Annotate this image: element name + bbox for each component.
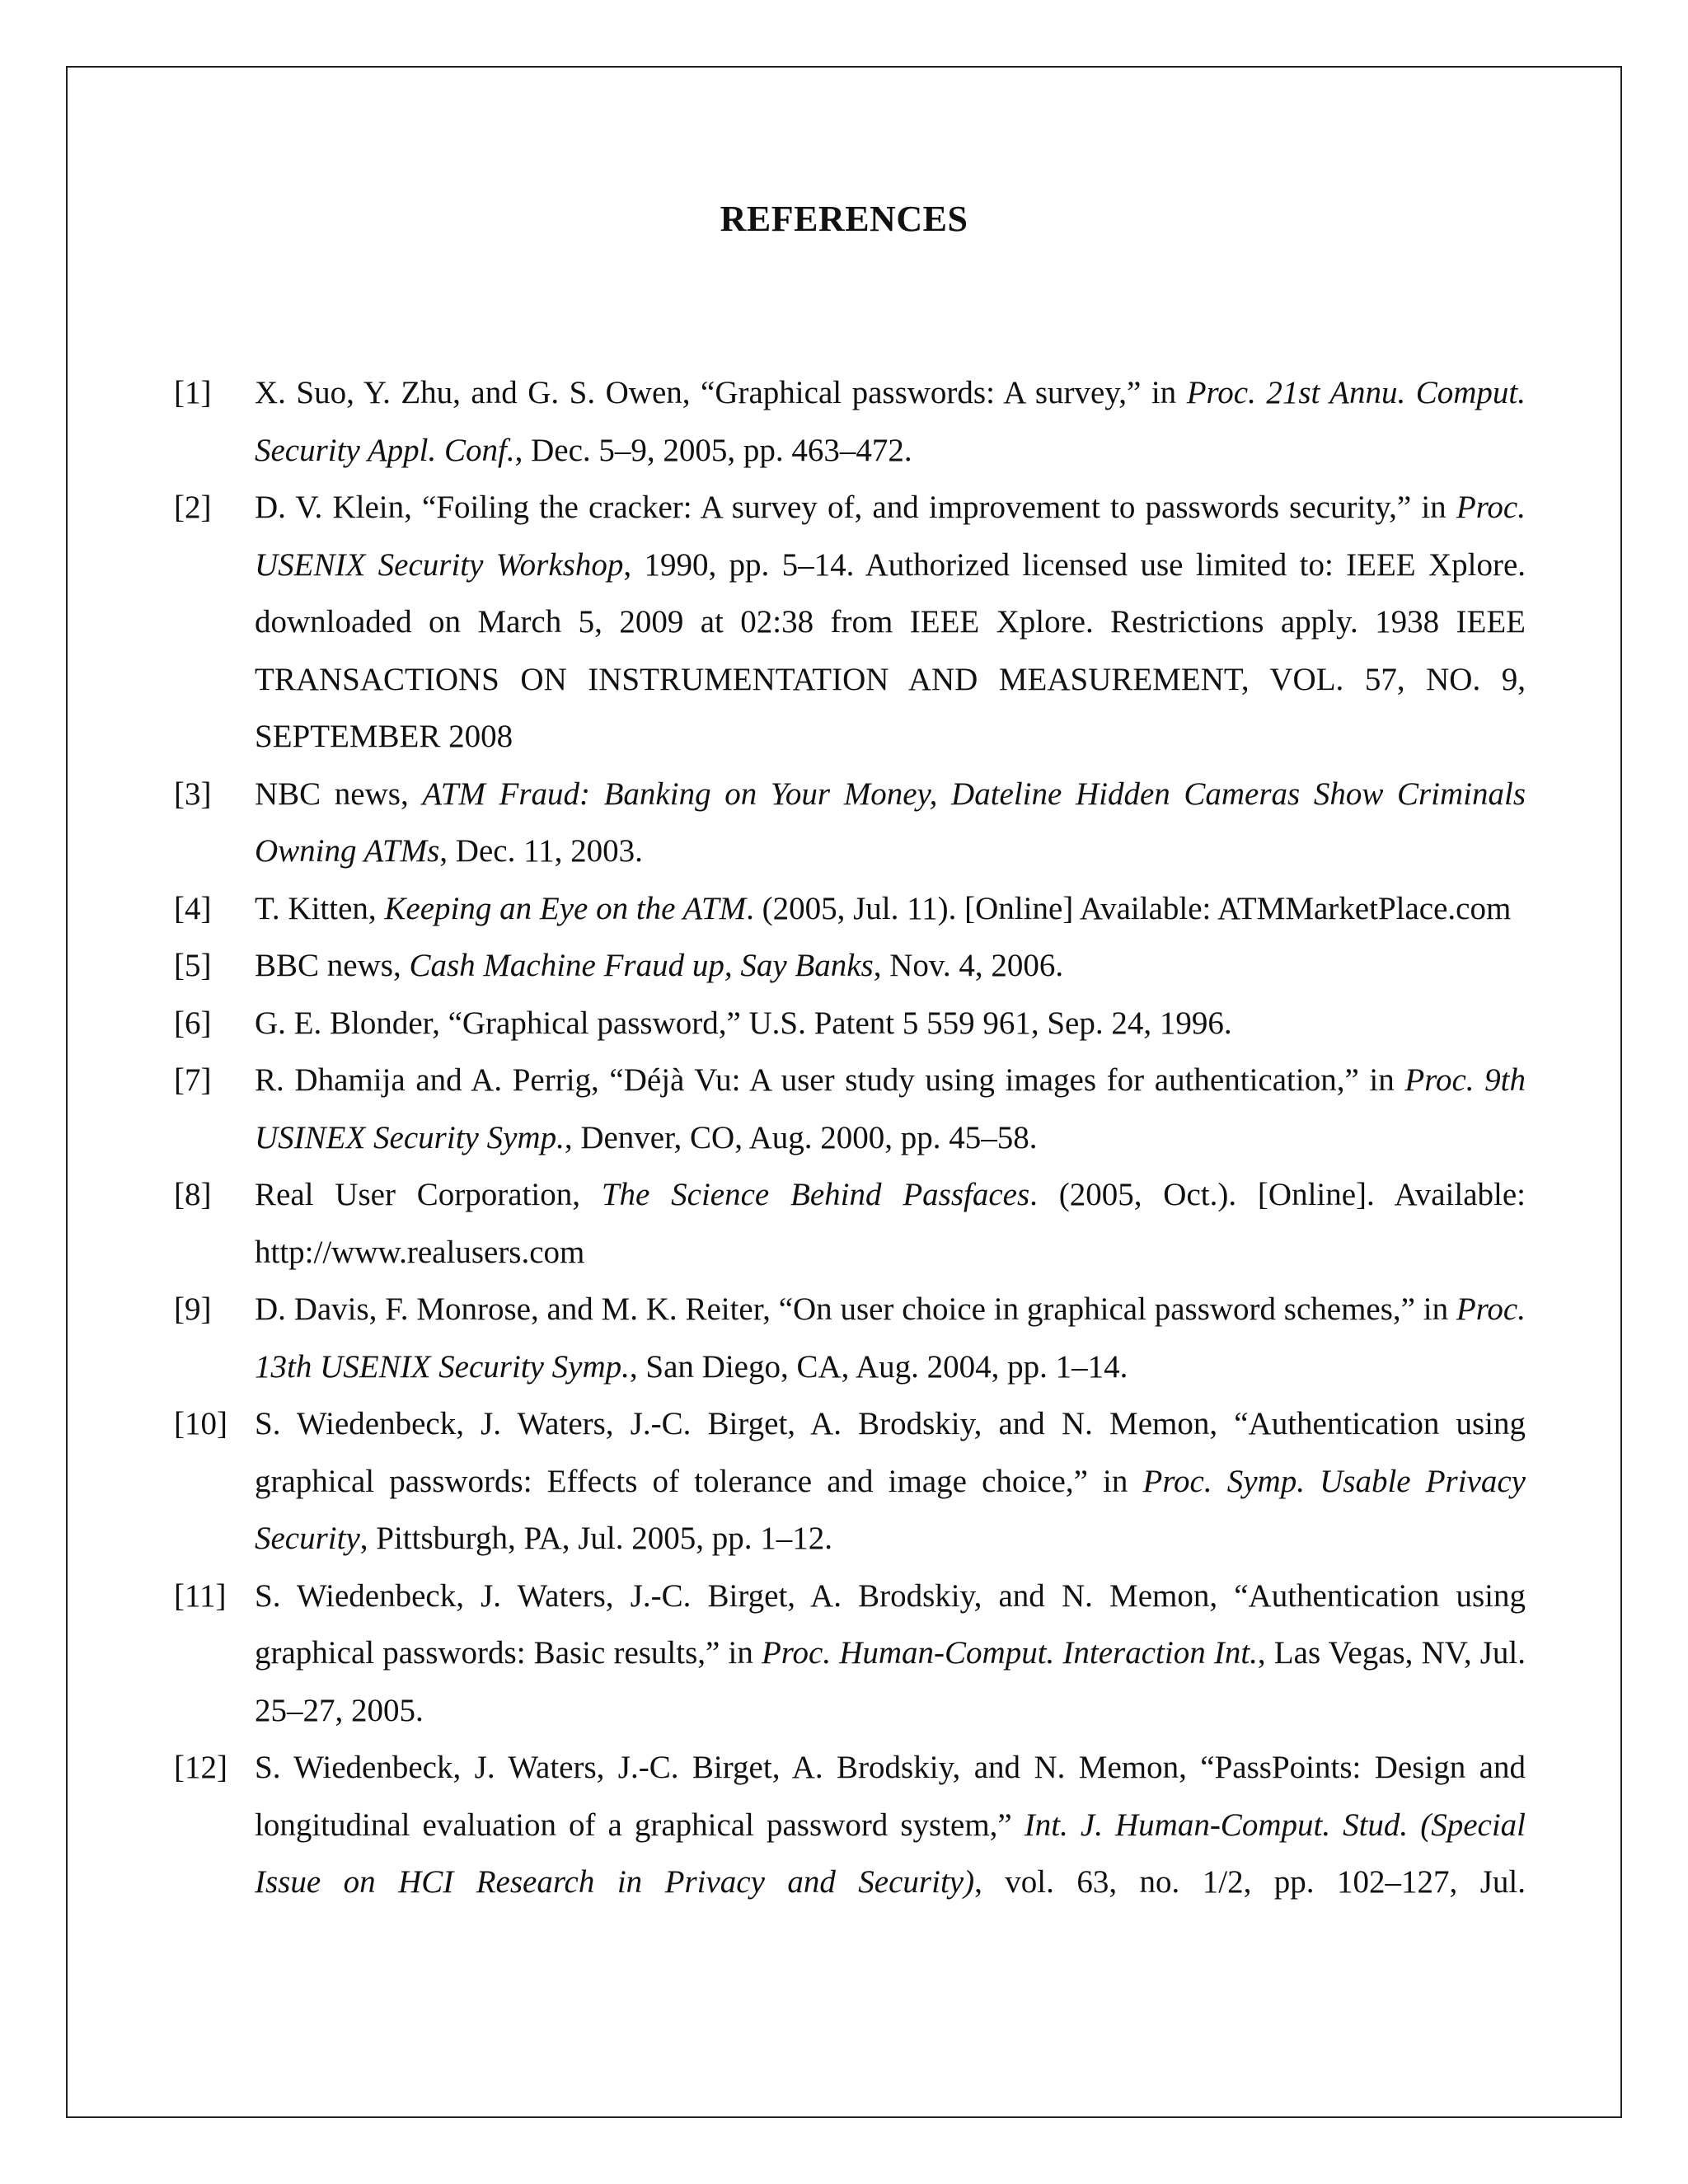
reference-venue: Keeping an Eye on the ATM bbox=[384, 890, 747, 926]
reference-text-segment: D. Davis, F. Monrose, and M. K. Reiter, “On user choice in graphical password schemes,” in bbox=[255, 1291, 1456, 1327]
reference-item bbox=[174, 364, 1526, 479]
reference-text-segment: , 1990, pp. 5–14. Authorized licensed use limited to: IEEE Xplore. downloaded on March 5, 2009 at 02:38 from IEEE Xplore. Restrictions apply. 1938 IEEE TRANSACTIONS ON INSTRUMENTATION AND MEASUREMENT, VOL. 57, NO. 9, SEPTEMBER 2008 bbox=[255, 546, 1526, 754]
reference-text bbox=[255, 479, 1526, 766]
reference-number: [1] bbox=[174, 375, 212, 410]
reference-text-segment: . (2005, Oct.). [Online]. Available: http://www.realusers.com bbox=[255, 1177, 1526, 1270]
reference-number: [4] bbox=[174, 890, 212, 926]
reference-text-segment: BBC news, bbox=[255, 948, 410, 983]
reference-item bbox=[174, 766, 1526, 880]
reference-venue: Proc. Human-Comput. Interaction Int. bbox=[761, 1635, 1258, 1671]
reference-text bbox=[255, 1052, 1526, 1166]
reference-text-segment: S. Wiedenbeck, J. Waters, J.-C. Birget, A. Brodskiy, and N. Memon, “PassPoints: Design and longitudinal evaluation of a graphical password system,” bbox=[255, 1750, 1526, 1843]
reference-text bbox=[255, 995, 1526, 1052]
reference-item bbox=[174, 1052, 1526, 1166]
reference-text-segment: , vol. 63, no. 1/2, pp. 102–127, Jul. bbox=[974, 1864, 1526, 1900]
reference-item bbox=[174, 1281, 1526, 1395]
reference-text-segment: , Nov. 4, 2006. bbox=[873, 948, 1064, 983]
reference-number: [5] bbox=[174, 948, 212, 983]
reference-text bbox=[255, 937, 1526, 995]
reference-item bbox=[174, 479, 1526, 766]
reference-text-segment: S. Wiedenbeck, J. Waters, J.-C. Birget, A. Brodskiy, and N. Memon, “Authentication using graphical passwords: Effects of tolerance and image choice,” in bbox=[255, 1406, 1526, 1499]
reference-number: [10] bbox=[174, 1406, 227, 1441]
reference-text-segment: NBC news, bbox=[255, 776, 423, 812]
reference-text-segment: G. E. Blonder, “Graphical password,” U.S. Patent 5 559 961, Sep. 24, 1996. bbox=[255, 1005, 1232, 1041]
reference-text bbox=[255, 1739, 1526, 1911]
reference-item bbox=[174, 937, 1526, 995]
reference-number: [11] bbox=[174, 1577, 227, 1614]
reference-item bbox=[174, 1739, 1526, 1911]
reference-text-segment: Real User Corporation, bbox=[255, 1177, 602, 1212]
reference-text-segment: , San Diego, CA, Aug. 2004, pp. 1–14. bbox=[629, 1348, 1128, 1385]
reference-text-segment: R. Dhamija and A. Perrig, “Déjà Vu: A user study using images for authentication,” in bbox=[255, 1062, 1405, 1098]
reference-text-segment: , Dec. 5–9, 2005, pp. 463–472. bbox=[514, 432, 912, 468]
reference-venue: Proc. 9th USINEX Security Symp. bbox=[255, 1062, 1526, 1155]
reference-venue: Proc. 13th USENIX Security Symp. bbox=[255, 1291, 1526, 1385]
reference-text bbox=[255, 880, 1526, 938]
reference-list bbox=[174, 364, 1526, 1911]
reference-number: [7] bbox=[174, 1062, 212, 1098]
reference-text bbox=[255, 766, 1526, 880]
reference-venue: Cash Machine Fraud up, Say Banks bbox=[409, 948, 874, 983]
reference-text bbox=[255, 1568, 1526, 1740]
reference-text-segment: X. Suo, Y. Zhu, and G. S. Owen, “Graphical passwords: A survey,” in bbox=[255, 375, 1187, 410]
reference-text bbox=[255, 1166, 1526, 1281]
reference-item bbox=[174, 995, 1526, 1052]
reference-text-segment: . (2005, Jul. 11). [Online] Available: ATMMarketPlace.com bbox=[746, 890, 1512, 926]
reference-item bbox=[174, 1166, 1526, 1281]
reference-text-segment: , Dec. 11, 2003. bbox=[439, 833, 643, 869]
reference-number: [2] bbox=[174, 490, 212, 525]
reference-venue: Proc. USENIX Security Workshop bbox=[255, 490, 1526, 583]
reference-text-segment: , Pittsburgh, PA, Jul. 2005, pp. 1–12. bbox=[359, 1521, 832, 1556]
reference-item bbox=[174, 1395, 1526, 1568]
reference-text bbox=[255, 364, 1526, 479]
reference-venue: ATM Fraud: Banking on Your Money, Dateline Hidden Cameras Show Criminals Owning ATMs bbox=[255, 776, 1526, 869]
reference-text-segment: , Las Vegas, NV, Jul. 25–27, 2005. bbox=[255, 1635, 1526, 1728]
reference-text bbox=[255, 1281, 1526, 1395]
reference-item bbox=[174, 1568, 1526, 1740]
reference-number: [6] bbox=[174, 1005, 212, 1041]
reference-text bbox=[255, 1395, 1526, 1568]
reference-number: [3] bbox=[174, 776, 212, 812]
reference-number: [9] bbox=[174, 1291, 212, 1327]
reference-text-segment: T. Kitten, bbox=[255, 890, 385, 926]
reference-text-segment: S. Wiedenbeck, J. Waters, J.-C. Birget, A. Brodskiy, and N. Memon, “Authentication using graphical passwords: Basic results,” in bbox=[255, 1577, 1526, 1671]
reference-item bbox=[174, 880, 1526, 938]
reference-number: [8] bbox=[174, 1177, 212, 1212]
reference-text-segment: D. V. Klein, “Foiling the cracker: A survey of, and improvement to passwords security,” in bbox=[255, 490, 1456, 525]
reference-number: [12] bbox=[174, 1750, 227, 1785]
reference-venue: The Science Behind Passfaces bbox=[601, 1177, 1030, 1212]
reference-text-segment: , Denver, CO, Aug. 2000, pp. 45–58. bbox=[564, 1119, 1038, 1155]
reference-venue: Proc. Symp. Usable Privacy Security bbox=[255, 1463, 1526, 1556]
page-title: REFERENCES bbox=[720, 199, 968, 239]
reference-venue: Proc. 21st Annu. Comput. Security Appl. Conf. bbox=[255, 375, 1526, 468]
reference-venue: Int. J. Human-Comput. Stud. (Special Issue on HCI Research in Privacy and Security) bbox=[255, 1807, 1526, 1900]
